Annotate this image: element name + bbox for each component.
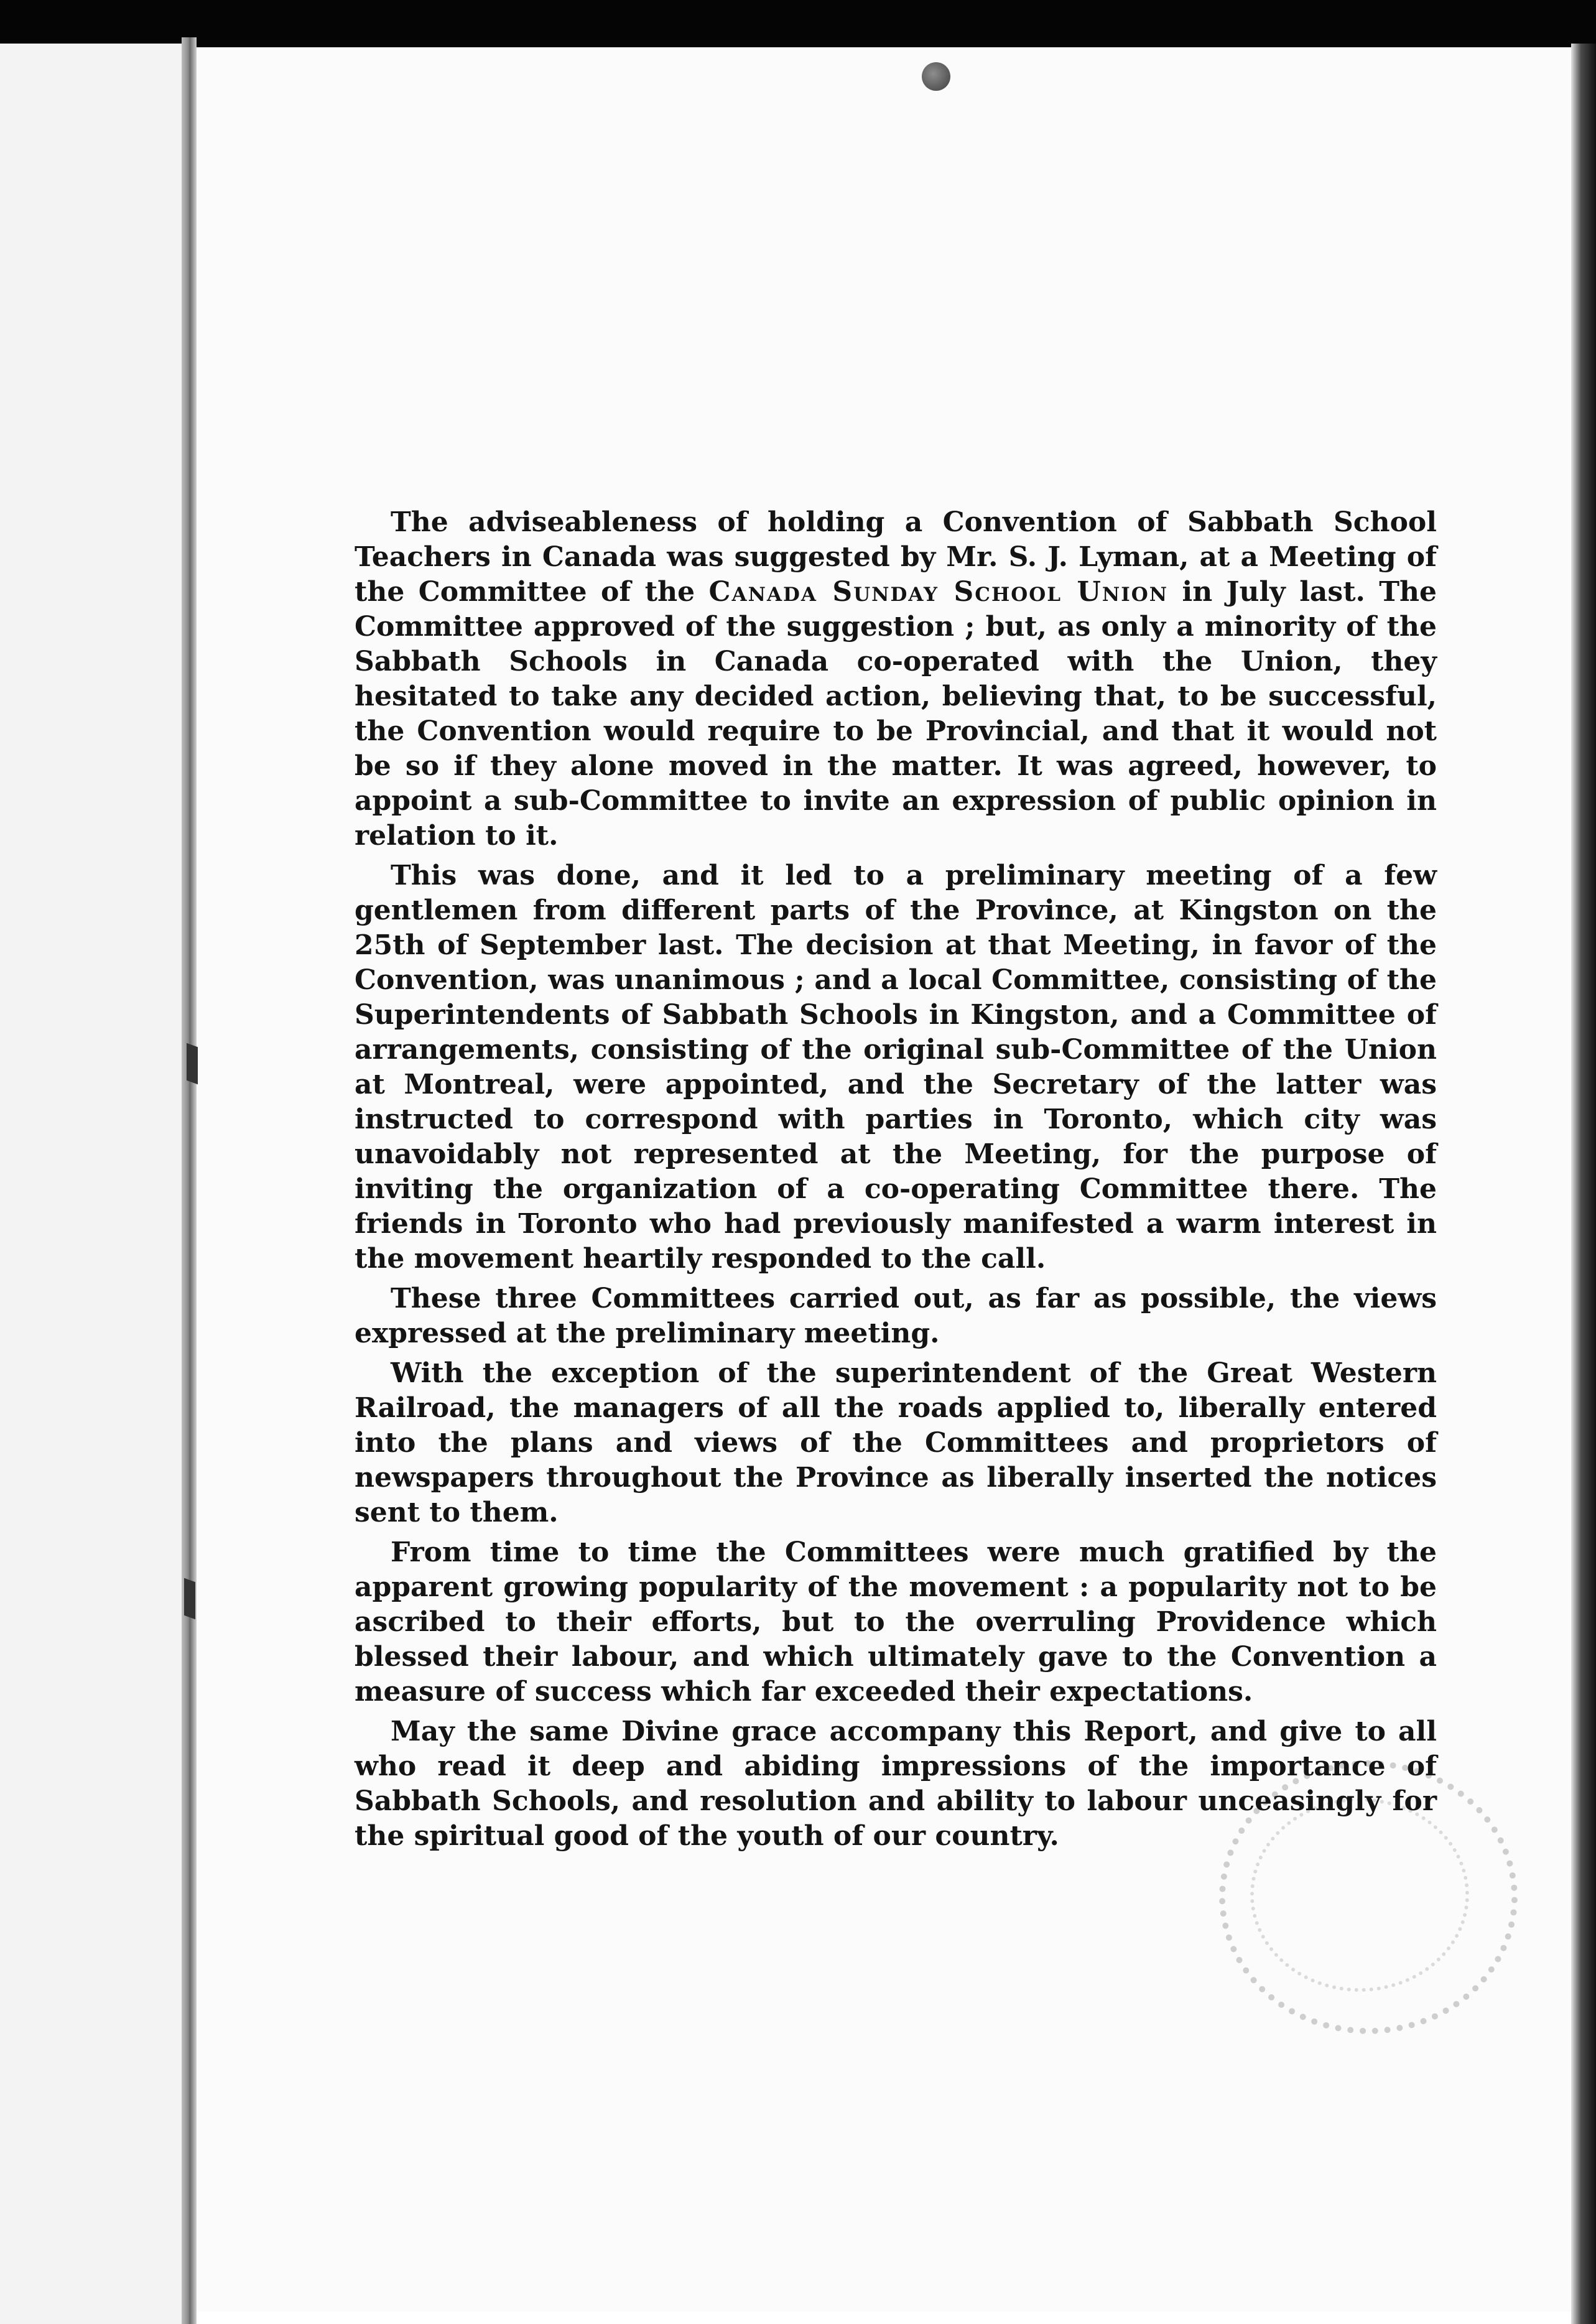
facing-page-edge — [0, 44, 187, 2324]
paragraph-2: This was done, and it led to a preliminary meeting of a few gentlemen from different parts of the Province, at Kingston on the 25th of September last. The decision at that Meeting, in favor of the Convention, was unanimous ; and a local Committee, consisting of the Superintendents of Sabbath Schools in Kingston, and a Committee of arrangements, consisting of the original sub-Committee of the Union at Montreal, were appointed, and the Secretary of the latter was instructed to correspond with parties in Toronto, which city was unavoidably not represented at the Meeting, for the purpose of inviting the organization of a co-operating Committee there. The friends in Toronto who had previously manifested a warm interest in the movement heartily responded to the call. — [355, 860, 1437, 1275]
page-right-edge — [1571, 44, 1596, 2324]
spine-tear-mark — [184, 1578, 195, 1620]
spine-tear-mark — [187, 1043, 198, 1085]
paragraph-1-text-start: The adviseableness of holding a Convention of Sabbath School Teachers in Canada was suggested by Mr. S. J. Lyman, at a Meeting of the Committee of the — [355, 506, 1437, 608]
union-name-small-caps: Canada Sunday School Union — [708, 576, 1169, 608]
punch-hole-mark — [922, 62, 950, 91]
book-spine — [182, 37, 197, 2324]
paragraph-5: From time to time the Committees were much gratified by the apparent growing popularity of the movement : a popularity not to be ascribed to their efforts, but to the overruling Providence which blessed their labour, and which ultimately gave to the Convention a measure of success which far exceeded their expectations. — [355, 1536, 1437, 1708]
scan-top-border — [0, 0, 1596, 51]
paragraph-4: With the exception of the superintendent of the Great Western Railroad, the managers of all the roads applied to, liberally entered into the plans and views of the Committees and proprietors of newspapers throughout the Province as liberally inserted the notices sent to them. — [355, 1357, 1437, 1528]
paragraph-3: These three Committees carried out, as far as possible, the views expressed at the preliminary meeting. — [355, 1283, 1437, 1349]
report-preface-text — [355, 505, 1437, 1859]
paragraph-1-text-end: in July last. The Committee approved of the suggestion ; but, as only a minority of the Sabbath Schools in Canada co-operated with the Union, they hesitated to take any decided action, believing that, to be successful, the Convention would require to be Provincial, and that it would not be so if they alone moved in the matter. It was agreed, however, to appoint a sub-Committee to invite an expression of public opinion in relation to it. — [355, 576, 1437, 852]
paragraph-6: May the same Divine grace accompany this Report, and give to all who read it deep and abiding impressions of the importance of Sabbath Schools, and resolution and ability to labour unceasingly for the spiritual good of the youth of our country. — [355, 1716, 1437, 1852]
paragraph-1 — [355, 505, 1437, 853]
